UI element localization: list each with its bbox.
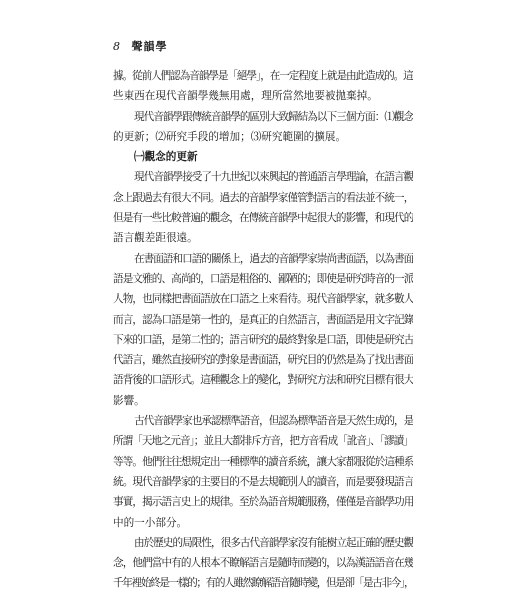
text-line: 語背後的口語形式。這種觀念上的變化，對研究方法和研究目標有很大 <box>113 374 413 387</box>
text-line: 的更新；⑵研究手段的增加；⑶研究範圍的擴展。 <box>113 130 347 143</box>
text-line: 人物，也同樣把書面語放在口語之上來看待。現代音韻學家，就多數人 <box>113 293 413 306</box>
text-line: 影響。 <box>113 394 145 407</box>
text-line: 等等。他們往往想規定出一種標準的讀音系統，讓大家都服從於這種系 <box>113 455 413 468</box>
page-number: 8 <box>113 40 120 53</box>
text-line: 念，他們當中有的人根本不瞭解語言是隨時而變的，以為漢語語音在幾 <box>113 557 413 570</box>
text-line: 據。從前人們認為音韻學是「絕學」，在一定程度上就是由此造成的。這 <box>113 70 413 82</box>
text-line: 些東西在現代音韻學幾無用處，理所當然地要被拋棄掉。 <box>113 90 378 103</box>
text-line: 代語言，雖然直接研究的對象是書面語，研究目的仍然是為了找出書面 <box>113 354 413 367</box>
text-line: 在書面語和口語的關係上，過去的音韻學家崇尚書面語，以為書面 <box>134 252 413 265</box>
running-title: 聲韻學 <box>131 40 168 53</box>
text-line: 統。現代音韻學家的主要目的不是去規範別人的讀音，而是要發現語言 <box>113 475 413 488</box>
text-line: 而言，認為口語是第一性的，是真正的自然語言，書面語是用文字記錄 <box>113 313 413 326</box>
page-header <box>113 40 168 54</box>
body-text <box>113 66 413 594</box>
text-line: 下來的口語，是第二性的；語言研究的最終對象是口語，即使是研究古 <box>113 333 413 346</box>
text-line: 語是文雅的、高尚的，口語是粗俗的、鄙陋的；即使是研究時音的一派 <box>113 272 413 285</box>
text-line: 事實，揭示語言史上的規律。至於為語音規範服務，僅僅是音韻學功用 <box>113 496 413 509</box>
section-heading: ㈠觀念的更新 <box>134 151 198 164</box>
text-line: 現代音韻學跟傳統音韻學的區別大致歸結為以下三個方面：⑴觀念 <box>134 110 413 123</box>
text-line: 所謂「天地之元音」；並且大都排斥方音，把方音看成「訛音」、「謬讀」 <box>113 435 413 448</box>
text-line: 千年裡始終是一樣的；有的人雖然瞭解語音隨時變，但是卻「是古非今」， <box>113 577 413 590</box>
text-line: 中的一小部分。 <box>113 516 188 529</box>
text-line: 但是有一些比較普遍的觀念，在傳統音韻學中起很大的影響，和現代的 <box>113 212 413 225</box>
text-line: 念上跟過去有很大不同。過去的音韻學家僅管對語言的看法並不統一， <box>113 191 413 204</box>
text-line: 語言觀差距很遠。 <box>113 232 198 245</box>
text-line: 現代音韻學接受了十九世紀以來興起的普通語言學理論，在語言觀 <box>134 171 413 184</box>
text-line: 古代音韻學家也承認標準語音，但認為標準語音是天然生成的，是 <box>134 415 413 428</box>
text-line: 由於歷史的局限性，很多古代音韻學家沒有能樹立起正確的歷史觀 <box>134 536 413 549</box>
